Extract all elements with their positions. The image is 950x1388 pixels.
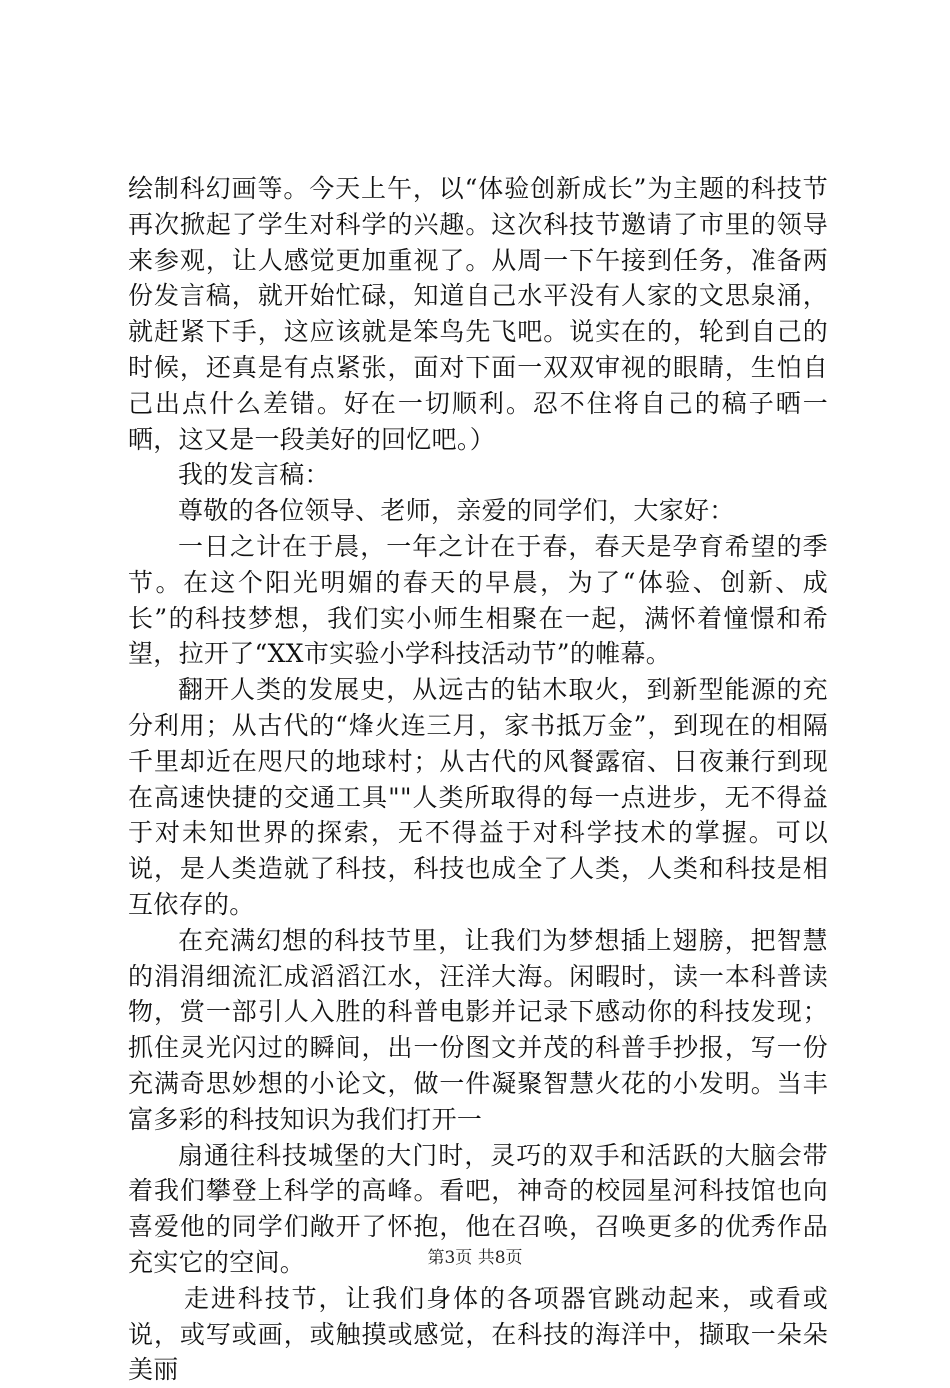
paragraph-6: 在充满幻想的科技节里，让我们为梦想插上翅膀，把智慧的涓涓细流汇成滔滔江水，汪洋大海。闲暇时，读一本科普读物，赏一部引人入胜的科普电影并记录下感动你的科技发现；抓住灵光闪过的瞬间，出一份图文并茂的科普手抄报，写一份充满奇思妙想的小论文，做一件凝聚智慧火花的小发明。当丰富多彩的科技知识为我们打开一 [128, 925, 828, 1134]
paragraph-8: 走进科技节，让我们身体的各项器官跳动起来，或看或说，或写或画，或触摸或感觉，在科技的海洋中，撷取一朵朵美丽 [128, 1283, 828, 1385]
paragraph-4: 一日之计在于晨，一年之计在于春，春天是孕育希望的季节。在这个阳光明媚的春天的早晨，为了“体验、创新、成长”的科技梦想，我们实小师生相聚在一起，满怀着憧憬和希望，拉开了“XX市实验小学科技活动节”的帷幕。 [128, 531, 828, 669]
paragraph-3: 尊敬的各位领导、老师，亲爱的同学们，大家好： [178, 496, 735, 526]
document-body [128, 171, 828, 1388]
page-number-footer: 第3页 共8页 [427, 1248, 523, 1268]
paragraph-2: 我的发言稿： [178, 460, 330, 490]
paragraph-5: 翻开人类的发展史，从远古的钻木取火，到新型能源的充分利用；从古代的“烽火连三月，家书抵万金”，到现在的相隔千里却近在咫尺的地球村；从古代的风餐露宿、日夜兼行到现在高速快捷的交通工具""人类所取得的每一点进步，无不得益于对未知世界的探索，无不得益于对科学技术的掌握。可以说，是人类造就了科技，科技也成全了人类，人类和科技是相互依存的。 [128, 675, 828, 919]
paragraph-1: 绘制科幻画等。今天上午，以“体验创新成长”为主题的科技节再次掀起了学生对科学的兴趣。这次科技节邀请了市里的领导来参观，让人感觉更加重视了。从周一下午接到任务，准备两份发言稿，就开始忙碌，知道自己水平没有人家的文思泉涌，就赶紧下手，这应该就是笨鸟先飞吧。说实在的，轮到自己的时候，还真是有点紧张，面对下面一双双审视的眼睛，生怕自己出点什么差错。好在一切顺利。忍不住将自己的稿子晒一晒，这又是一段美好的回忆吧。） [128, 174, 828, 454]
paragraph-7: 扇通往科技城堡的大门时，灵巧的双手和活跃的大脑会带着我们攀登上科学的高峰。看吧，神奇的校园星河科技馆也向喜爱他的同学们敞开了怀抱，他在召唤，召唤更多的优秀作品充实它的空间。 [128, 1140, 828, 1277]
